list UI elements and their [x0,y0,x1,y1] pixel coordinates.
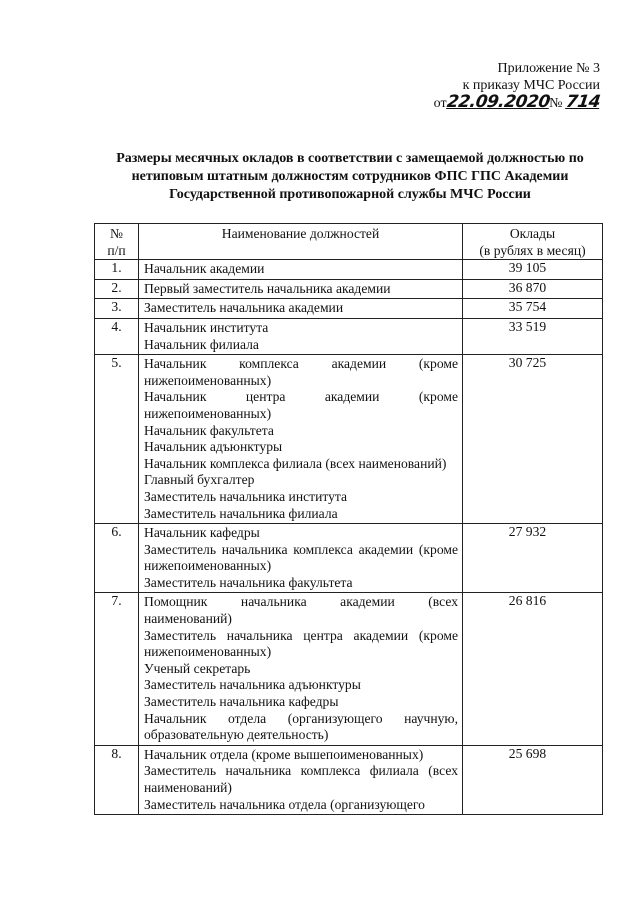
number-sign: № [549,96,563,111]
row-positions [139,524,463,593]
table-row [95,524,603,593]
table-row [95,260,603,280]
table-row [95,318,603,354]
position-name: Заместитель начальника комплекса филиала (всех наименований) [144,763,458,795]
table-header-row [95,224,603,260]
row-positions [139,260,463,280]
table-row [95,593,603,745]
position-name: Начальник кафедры [144,525,260,541]
table-row [95,299,603,319]
header-number [95,224,139,260]
position-name: Начальник института [144,319,269,335]
handwritten-order-number: 714 [564,92,602,112]
header-position-name: Наименование должностей [139,224,463,260]
row-number: 4. [95,318,139,354]
appendix-block [400,60,600,112]
row-positions [139,299,463,319]
row-number: 7. [95,593,139,745]
row-number: 8. [95,745,139,814]
appendix-number: Приложение № 3 [497,61,600,76]
table-row [95,745,603,814]
table-row [95,355,603,524]
handwritten-date: 22.09.2020 [445,92,551,112]
row-salary: 36 870 [463,279,603,299]
position-name: Начальник факультета [144,422,274,438]
header-number-line1: № [110,226,123,241]
position-name: Заместитель начальника академии [144,300,344,316]
position-name: Начальник отдела (организующего научную, образовательную деятельность) [144,710,458,743]
row-number: 5. [95,355,139,524]
appendix-order-ref: к приказу МЧС России [462,78,600,93]
row-number: 6. [95,524,139,593]
appendix-date-line [400,94,600,112]
position-name: Помощник начальника академии (всех наименований) [144,594,458,627]
row-positions [139,745,463,814]
position-name: Начальник академии [144,261,265,277]
row-positions [139,279,463,299]
position-name: Начальник филиала [144,336,259,352]
row-salary: 26 816 [463,593,603,745]
position-name: Ученый секретарь [144,660,251,676]
row-salary: 30 725 [463,355,603,524]
position-name: Заместитель начальника факультета [144,574,353,590]
table-row [95,279,603,299]
from-prefix: от [433,96,447,111]
position-name: Заместитель начальника института [144,488,348,504]
position-name: Начальник комплекса академии (кроме нижепоименованных) [144,356,458,388]
position-name: Начальник комплекса филиала (всех наименований) [144,455,447,471]
position-name: Начальник отдела (кроме вышепоименованных) [144,746,424,762]
row-number: 3. [95,299,139,319]
row-salary: 35 754 [463,299,603,319]
salary-table [94,223,603,815]
row-number: 2. [95,279,139,299]
position-name: Начальник адъюнктуры [144,439,283,455]
position-name: Главный бухгалтер [144,472,255,488]
row-positions [139,593,463,745]
row-positions [139,355,463,524]
row-salary: 33 519 [463,318,603,354]
document-title: Размеры месячных окладов в соответствии с замещаемой должностью по нетиповым штатным должностям сотрудников ФПС ГПС Академии Государственной противопожарной службы МЧС России [116,151,584,202]
header-salary-line2: (в рублях в месяц) [479,242,586,258]
position-name: Заместитель начальника филиала [144,505,338,521]
position-name: Первый заместитель начальника академии [144,280,391,296]
position-name: Заместитель начальника кафедры [144,694,339,710]
row-positions [139,318,463,354]
row-salary: 39 105 [463,260,603,280]
position-name: Заместитель начальника комплекса академии (кроме нижепоименованных) [144,541,458,574]
header-number-line2: п/п [107,242,126,258]
header-salary-line1: Оклады [509,226,556,241]
row-number: 1. [95,260,139,280]
header-salary [463,224,603,260]
position-name: Начальник центра академии (кроме нижепоименованных) [144,389,458,421]
position-name: Заместитель начальника отдела (организующего [144,796,425,812]
position-name: Заместитель начальника центра академии (кроме нижепоименованных) [144,627,458,660]
table-body [95,260,603,815]
row-salary: 25 698 [463,745,603,814]
row-salary: 27 932 [463,524,603,593]
position-name: Заместитель начальника адъюнктуры [144,677,361,693]
